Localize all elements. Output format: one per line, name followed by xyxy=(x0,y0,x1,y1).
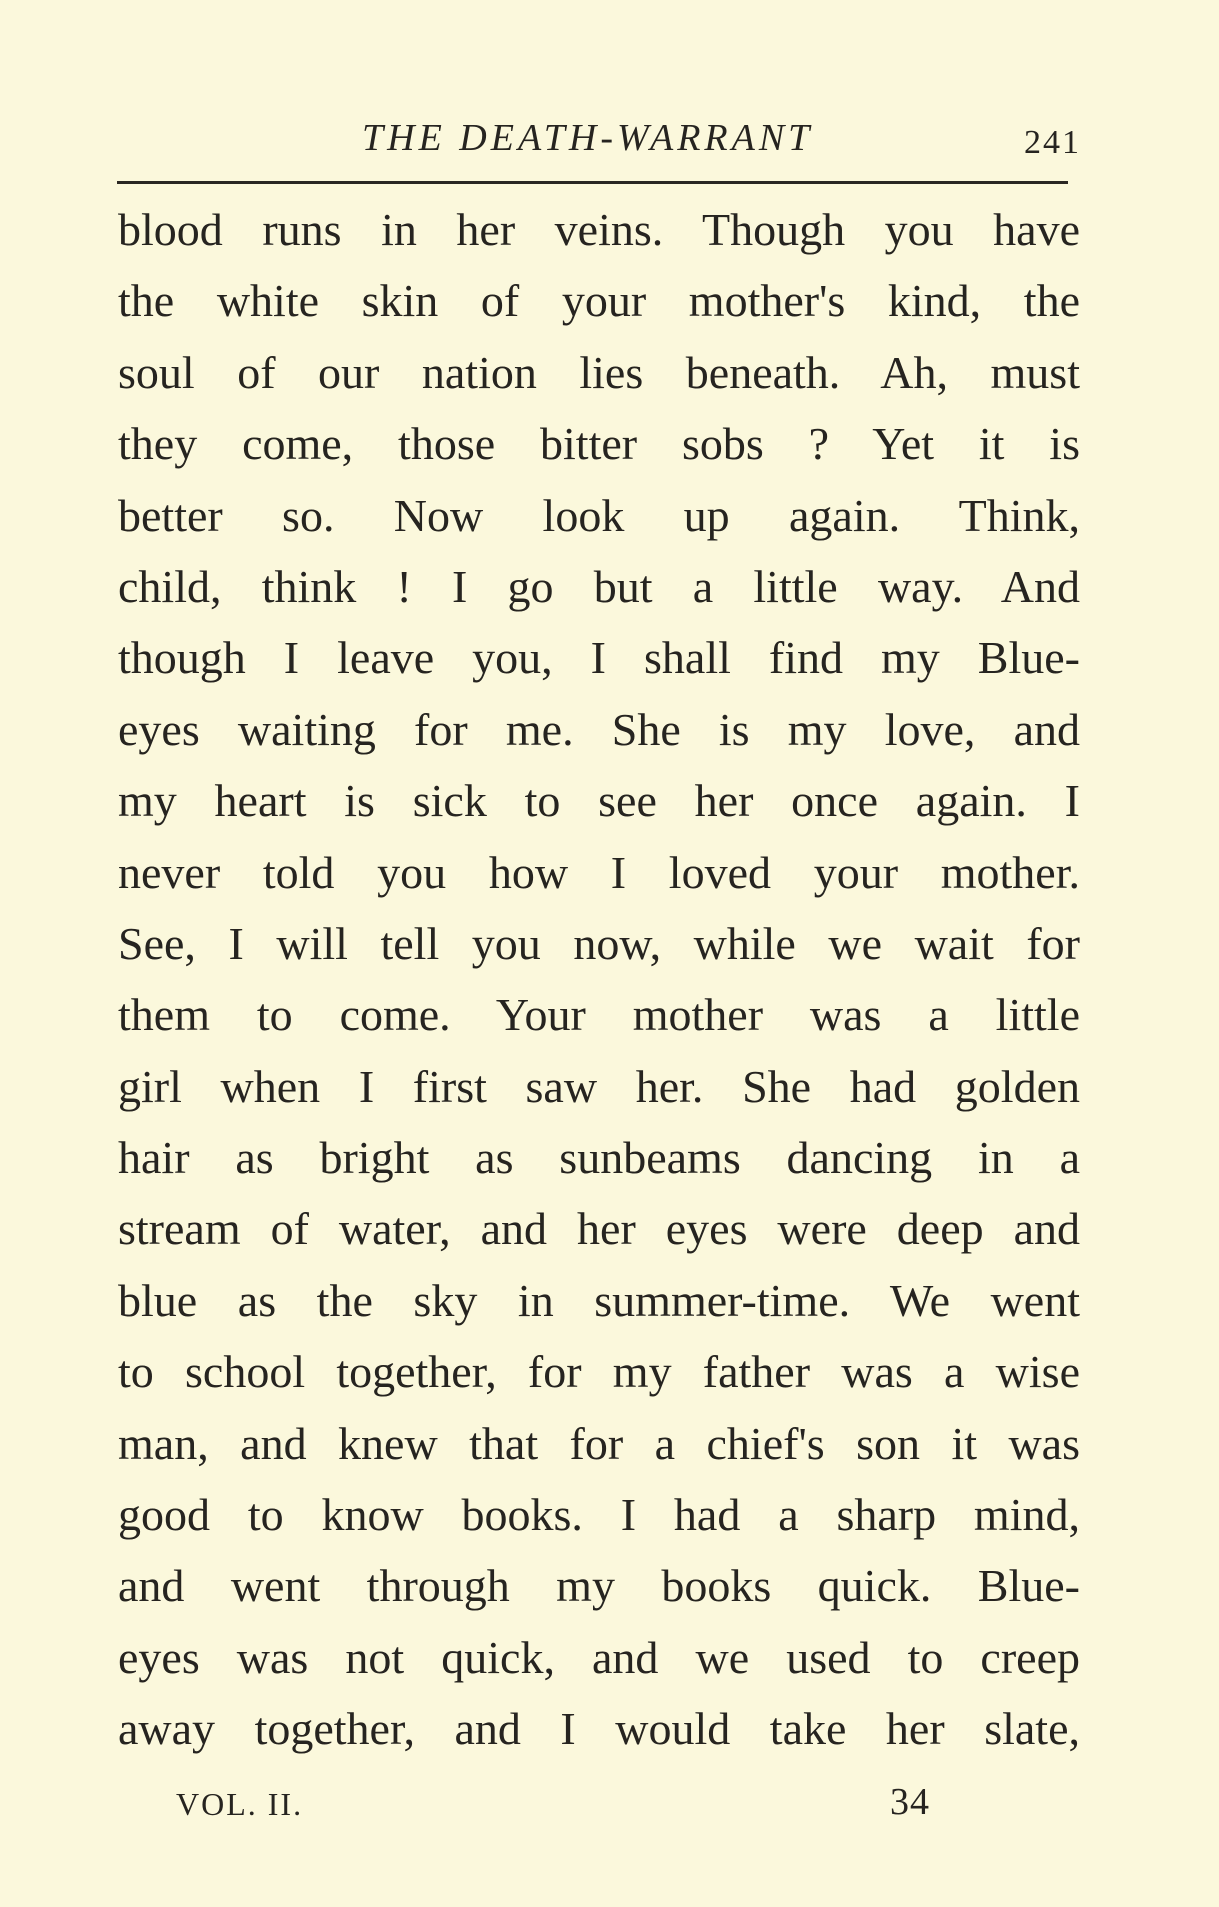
text-line-13: girl when I first saw her. She had golden xyxy=(118,1060,1080,1112)
text-line-9: my heart is sick to see her once again. I xyxy=(118,775,1080,827)
text-line-21: eyes was not quick, and we used to creep xyxy=(118,1631,1080,1683)
page-number: 241 xyxy=(1024,124,1081,161)
running-title: THE DEATH-WARRANT xyxy=(362,117,814,159)
text-line-14: hair as bright as sunbeams dancing in a xyxy=(118,1132,1080,1184)
text-line-12: them to come. Your mother was a little xyxy=(118,989,1080,1041)
text-line-18: man, and knew that for a chief's son it was xyxy=(118,1417,1080,1469)
text-line-6: child, think ! I go but a little way. And xyxy=(118,560,1080,612)
text-line-20: and went through my books quick. Blue- xyxy=(118,1560,1080,1612)
text-line-1: blood runs in her veins. Though you have xyxy=(118,204,1080,255)
text-line-22: away together, and I would take her slate, xyxy=(118,1703,1080,1755)
volume-marker: VOL. II. xyxy=(176,1786,304,1822)
text-line-11: See, I will tell you now, while we wait for xyxy=(118,917,1080,969)
page-body xyxy=(118,194,1088,1765)
page-footer xyxy=(0,1780,1219,1830)
text-line-17: to school together, for my father was a wise xyxy=(118,1346,1080,1398)
text-line-15: stream of water, and her eyes were deep and xyxy=(118,1203,1080,1255)
text-line-4: they come, those bitter sobs ? Yet it is xyxy=(118,418,1080,470)
text-line-7: though I leave you, I shall find my Blue- xyxy=(118,632,1080,684)
text-line-16: blue as the sky in summer-time. We went xyxy=(118,1274,1080,1326)
header-rule xyxy=(117,181,1068,184)
text-line-10: never told you how I loved your mother. xyxy=(118,846,1080,898)
text-line-5: better so. Now look up again. Think, xyxy=(118,489,1080,541)
signature-mark: 34 xyxy=(890,1781,930,1823)
text-line-3: soul of our nation lies beneath. Ah, must xyxy=(118,346,1080,398)
text-line-8: eyes waiting for me. She is my love, and xyxy=(118,703,1080,755)
running-head xyxy=(0,112,1219,172)
text-line-19: good to know books. I had a sharp mind, xyxy=(118,1489,1080,1541)
text-line-2: the white skin of your mother's kind, the xyxy=(118,275,1080,327)
